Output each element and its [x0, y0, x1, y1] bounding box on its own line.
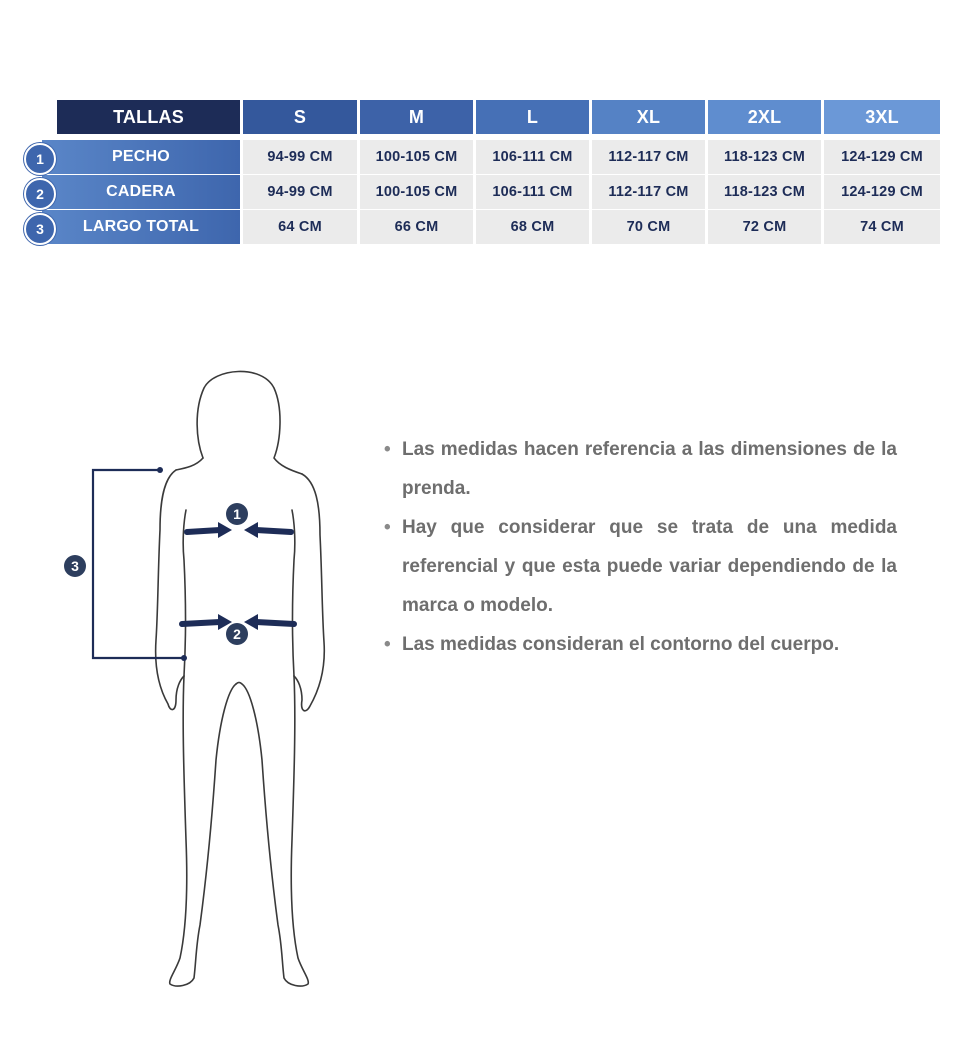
marker-3	[64, 555, 86, 577]
bullet-icon: •	[384, 439, 391, 460]
note-item	[382, 508, 897, 625]
row-number-badge: 1	[24, 143, 56, 175]
table-cell: 94-99 CM	[243, 140, 357, 174]
note-item	[382, 625, 897, 664]
table-cell: 66 CM	[360, 210, 473, 244]
body-measurement-figure	[55, 360, 345, 1000]
marker-1	[226, 503, 248, 525]
table-cell: 74 CM	[824, 210, 940, 244]
table-cell: 68 CM	[476, 210, 589, 244]
table-header-row	[22, 100, 942, 134]
table-cell: 100-105 CM	[360, 175, 473, 209]
size-header-l: L	[476, 100, 589, 134]
measurement-notes	[382, 430, 897, 664]
table-row-pecho	[22, 140, 942, 174]
marker-2	[226, 623, 248, 645]
table-cell: 112-117 CM	[592, 175, 705, 209]
table-cell: 70 CM	[592, 210, 705, 244]
table-cell: 106-111 CM	[476, 175, 589, 209]
marker-1-label: 1	[233, 506, 241, 522]
row-number-badge: 2	[24, 178, 56, 210]
table-cell: 124-129 CM	[824, 175, 940, 209]
size-header-s: S	[243, 100, 357, 134]
table-cell: 72 CM	[708, 210, 821, 244]
marker-2-label: 2	[233, 626, 241, 642]
row-number-badge: 3	[24, 213, 56, 245]
header-tallas: TALLAS	[57, 100, 240, 134]
size-header-m: M	[360, 100, 473, 134]
table-row-cadera	[22, 175, 942, 209]
table-cell: 100-105 CM	[360, 140, 473, 174]
table-cell: 64 CM	[243, 210, 357, 244]
table-cell: 118-123 CM	[708, 140, 821, 174]
row-label-pecho: PECHO	[42, 140, 240, 174]
bullet-icon: •	[384, 517, 391, 538]
note-text: Hay que considerar que se trata de una medida referencial y que esta puede variar dependiendo de la marca o modelo.	[402, 517, 897, 616]
size-header-2xl: 2XL	[708, 100, 821, 134]
table-cell: 106-111 CM	[476, 140, 589, 174]
body-outline	[156, 371, 325, 986]
length-bracket	[93, 467, 187, 661]
size-header-3xl: 3XL	[824, 100, 940, 134]
table-row-largo-total	[22, 210, 942, 244]
row-label-largo-total: LARGO TOTAL	[42, 210, 240, 244]
size-chart-table	[22, 100, 942, 246]
table-cell: 124-129 CM	[824, 140, 940, 174]
note-item	[382, 430, 897, 508]
table-cell: 112-117 CM	[592, 140, 705, 174]
note-text: Las medidas hacen referencia a las dimensiones de la prenda.	[402, 439, 897, 499]
marker-3-label: 3	[71, 558, 79, 574]
row-label-cadera: CADERA	[42, 175, 240, 209]
table-cell: 118-123 CM	[708, 175, 821, 209]
size-header-xl: XL	[592, 100, 705, 134]
bullet-icon: •	[384, 634, 391, 655]
table-cell: 94-99 CM	[243, 175, 357, 209]
note-text: Las medidas consideran el contorno del cuerpo.	[402, 634, 840, 655]
